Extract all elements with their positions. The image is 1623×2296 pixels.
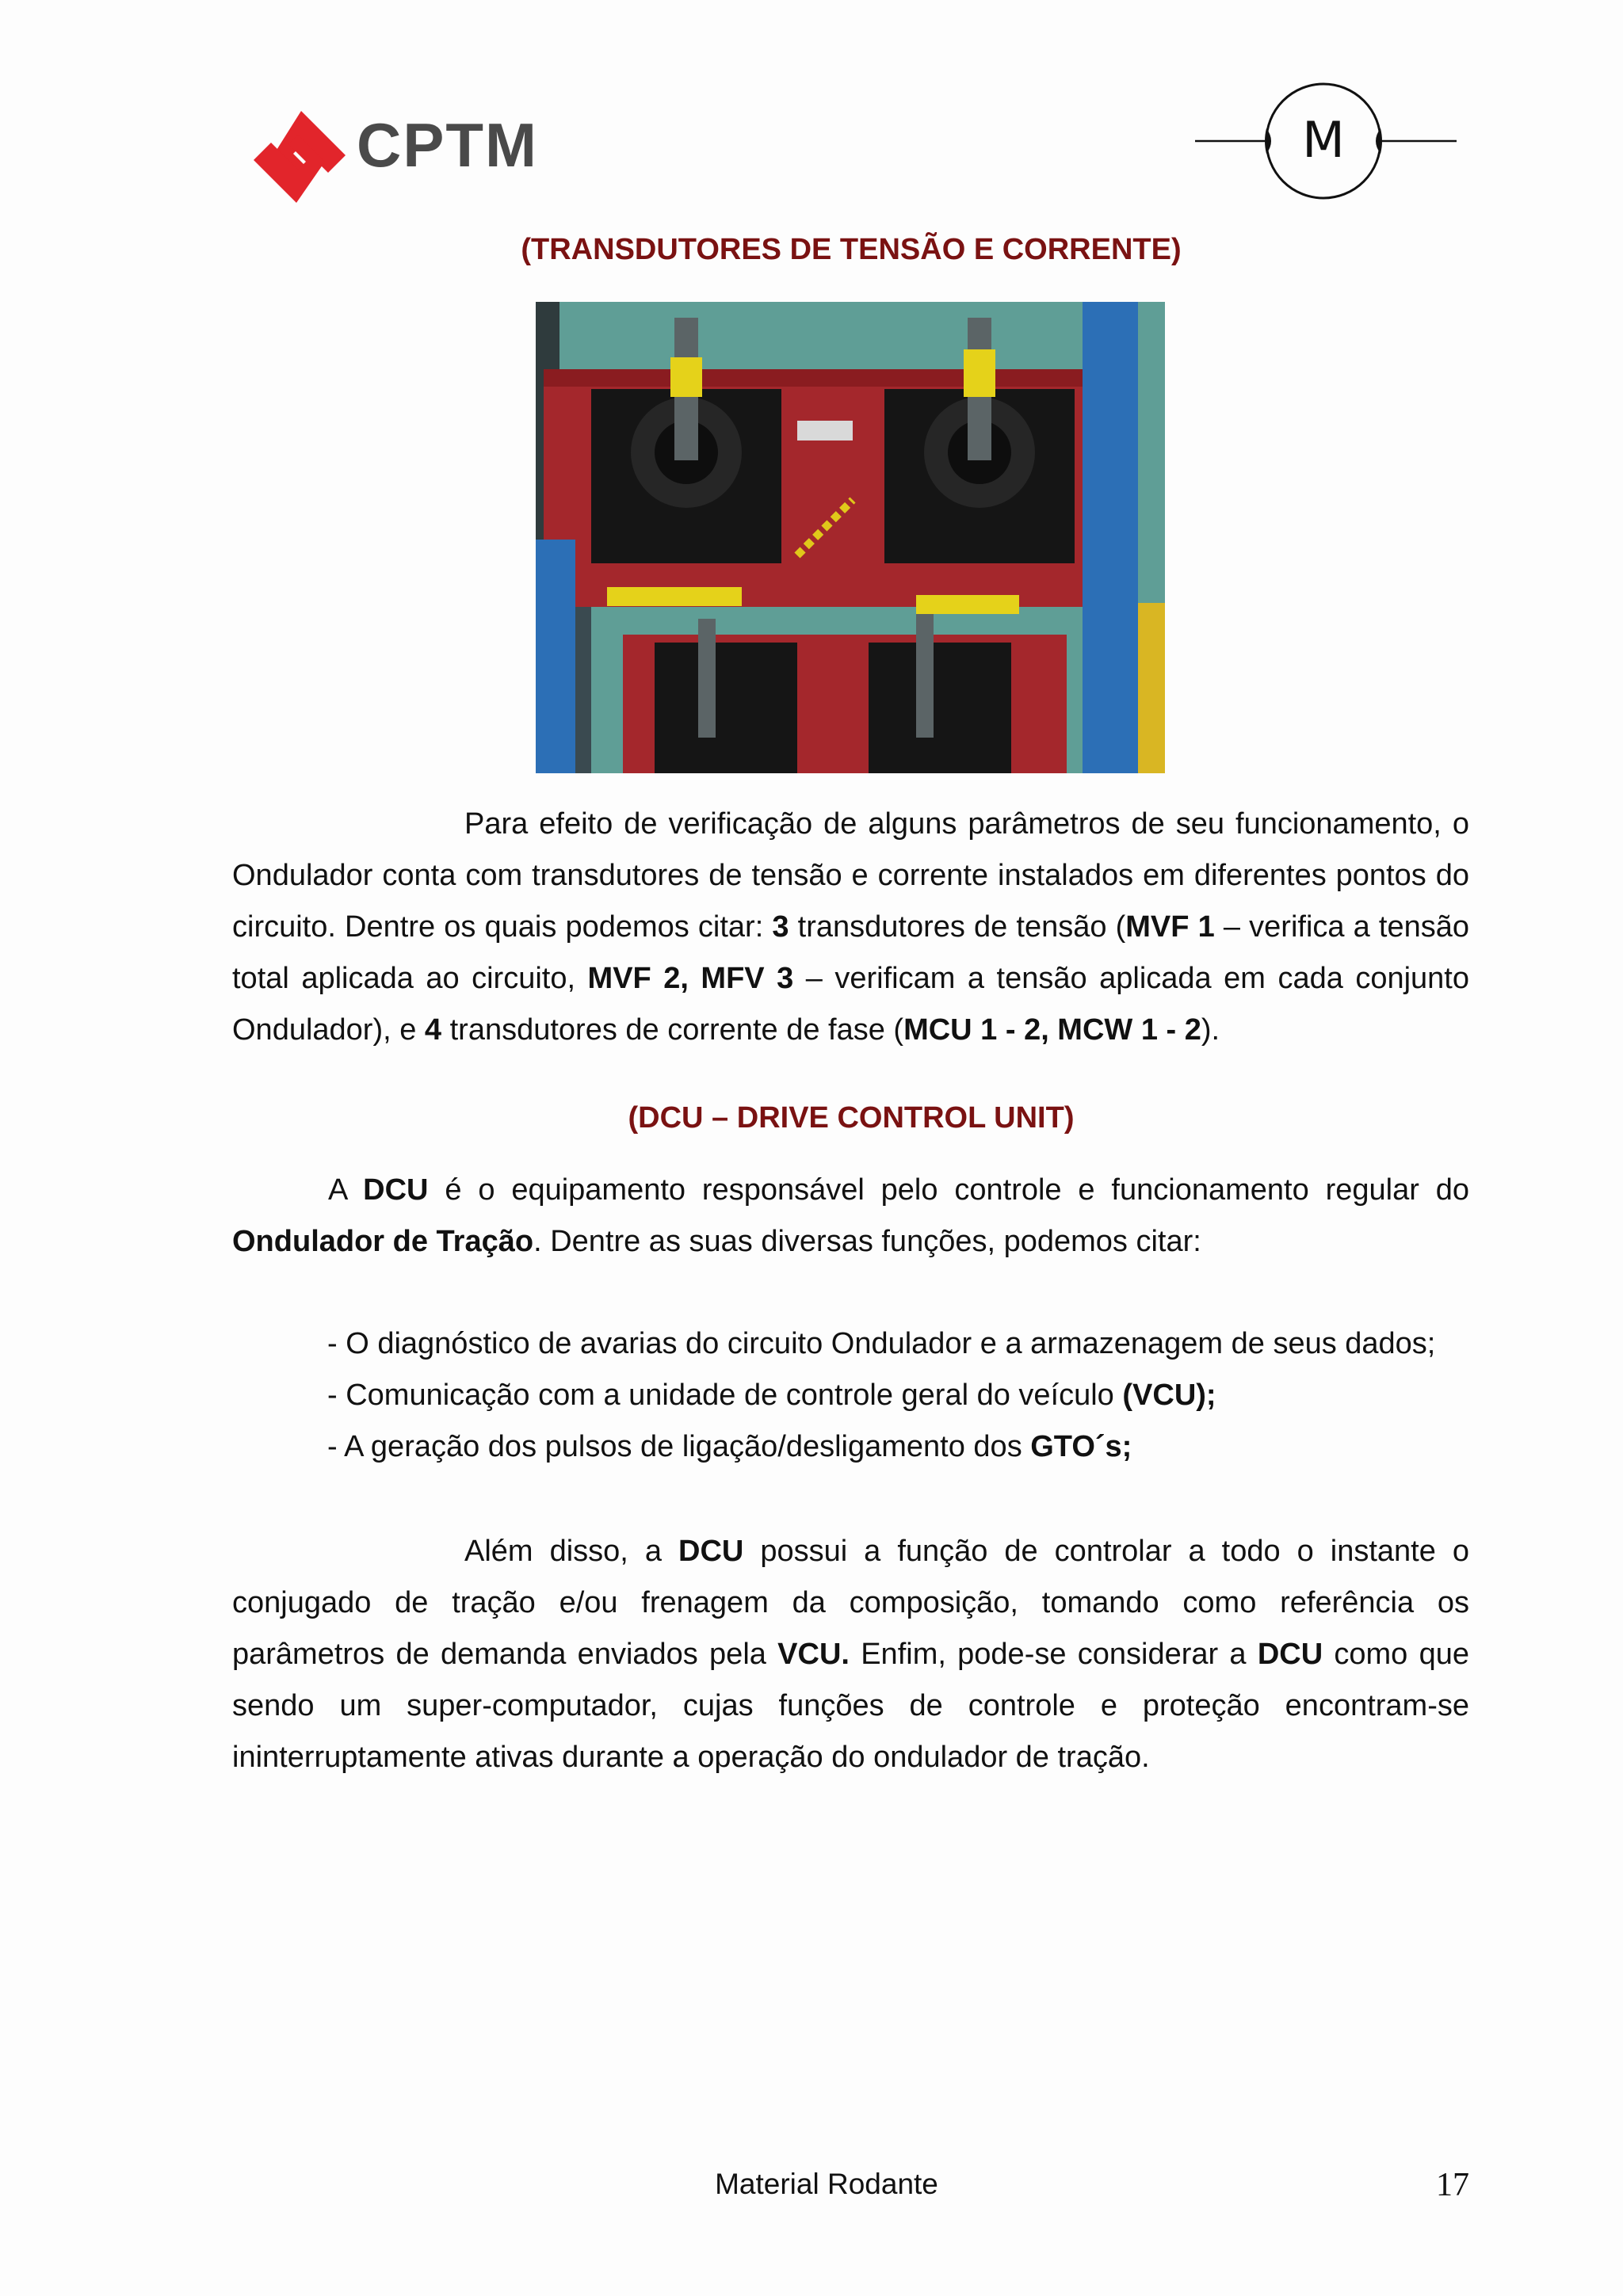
para1-bold-2: MVF 1 [1125, 910, 1215, 944]
para3-bold-3: DCU [1257, 1638, 1323, 1671]
list-item-bold: (VCU); [1122, 1379, 1216, 1412]
transducers-photo [536, 302, 1165, 773]
para1-text-5: transdutores de corrente de fase ( [441, 1013, 904, 1047]
para2-bold-1: DCU [363, 1173, 429, 1207]
para2-text-2: é o equipamento responsável pelo controle e funcionamento regular do [428, 1173, 1469, 1207]
para1-bold-3: MVF 2, MFV 3 [587, 962, 794, 995]
logo-text: CPTM [357, 110, 538, 180]
section-title-dcu: (DCU – DRIVE CONTROL UNIT) [628, 1101, 1075, 1135]
para2-text-1: A [328, 1173, 364, 1207]
para1-text-6: ). [1201, 1013, 1220, 1047]
para1-text-4: – verificam a tensão aplicada em cada conjunto Ondulador), e [232, 962, 1469, 1047]
page-number: 17 [1436, 2167, 1469, 2203]
red-diamond-arrows-icon [252, 109, 347, 204]
para3-bold-2: VCU. [777, 1638, 850, 1671]
cptm-logo [252, 109, 553, 204]
list-item [327, 1421, 1435, 1473]
para1-bold-1: 3 [772, 910, 789, 944]
list-item [327, 1370, 1435, 1421]
para3-text-1: Além disso, a [464, 1535, 678, 1568]
section-title-transdutores: (TRANSDUTORES DE TENSÃO E CORRENTE) [521, 233, 1182, 266]
para3-bold-1: DCU [678, 1535, 744, 1568]
para1-bold-5: MCU 1 - 2, MCW 1 - 2 [903, 1013, 1201, 1047]
para3-text-2: possui a função de controlar a todo o instante o conjugado de tração e/ou frenagem da composição, tomando como referência os parâmetros de demanda enviados pela [232, 1535, 1469, 1671]
dcu-functions-list [327, 1318, 1435, 1473]
para3-text-4: como que sendo um super-computador, cujas funções de controle e proteção encontram-se ininterruptamente ativas durante a operação do ondulador de tração. [232, 1638, 1469, 1774]
paragraph-dcu-details [232, 1526, 1469, 1783]
para3-text-3: Enfim, pode-se considerar a [849, 1638, 1258, 1671]
motor-letter: M [1302, 111, 1345, 169]
list-item-text: - A geração dos pulsos de ligação/desligamento dos [327, 1430, 1031, 1463]
para1-text-3: – verifica a tensão total aplicada ao circuito, [232, 910, 1469, 995]
list-item [327, 1318, 1435, 1370]
paragraph-transdutores [232, 799, 1469, 1056]
footer-title: Material Rodante [715, 2168, 938, 2200]
motor-symbol [1189, 79, 1458, 206]
para1-bold-4: 4 [424, 1013, 442, 1047]
para1-text-2: transdutores de tensão ( [789, 910, 1126, 944]
list-item-bold: GTO´s; [1030, 1430, 1132, 1463]
para2-bold-2: Ondulador de Tração [232, 1225, 534, 1258]
paragraph-dcu-intro [232, 1165, 1469, 1268]
list-item-text: - O diagnóstico de avarias do circuito Ondulador e a armazenagem de seus dados; [327, 1327, 1436, 1360]
para1-text-1: Para efeito de verificação de alguns parâmetros de seu funcionamento, o Ondulador conta com transdutores de tensão e corrente instalados em diferentes pontos do circuito. Dentre os quais podemos citar: [232, 807, 1469, 944]
para2-text-3: . Dentre as suas diversas funções, podemos citar: [533, 1225, 1201, 1258]
list-item-text: - Comunicação com a unidade de controle geral do veículo [327, 1379, 1123, 1412]
